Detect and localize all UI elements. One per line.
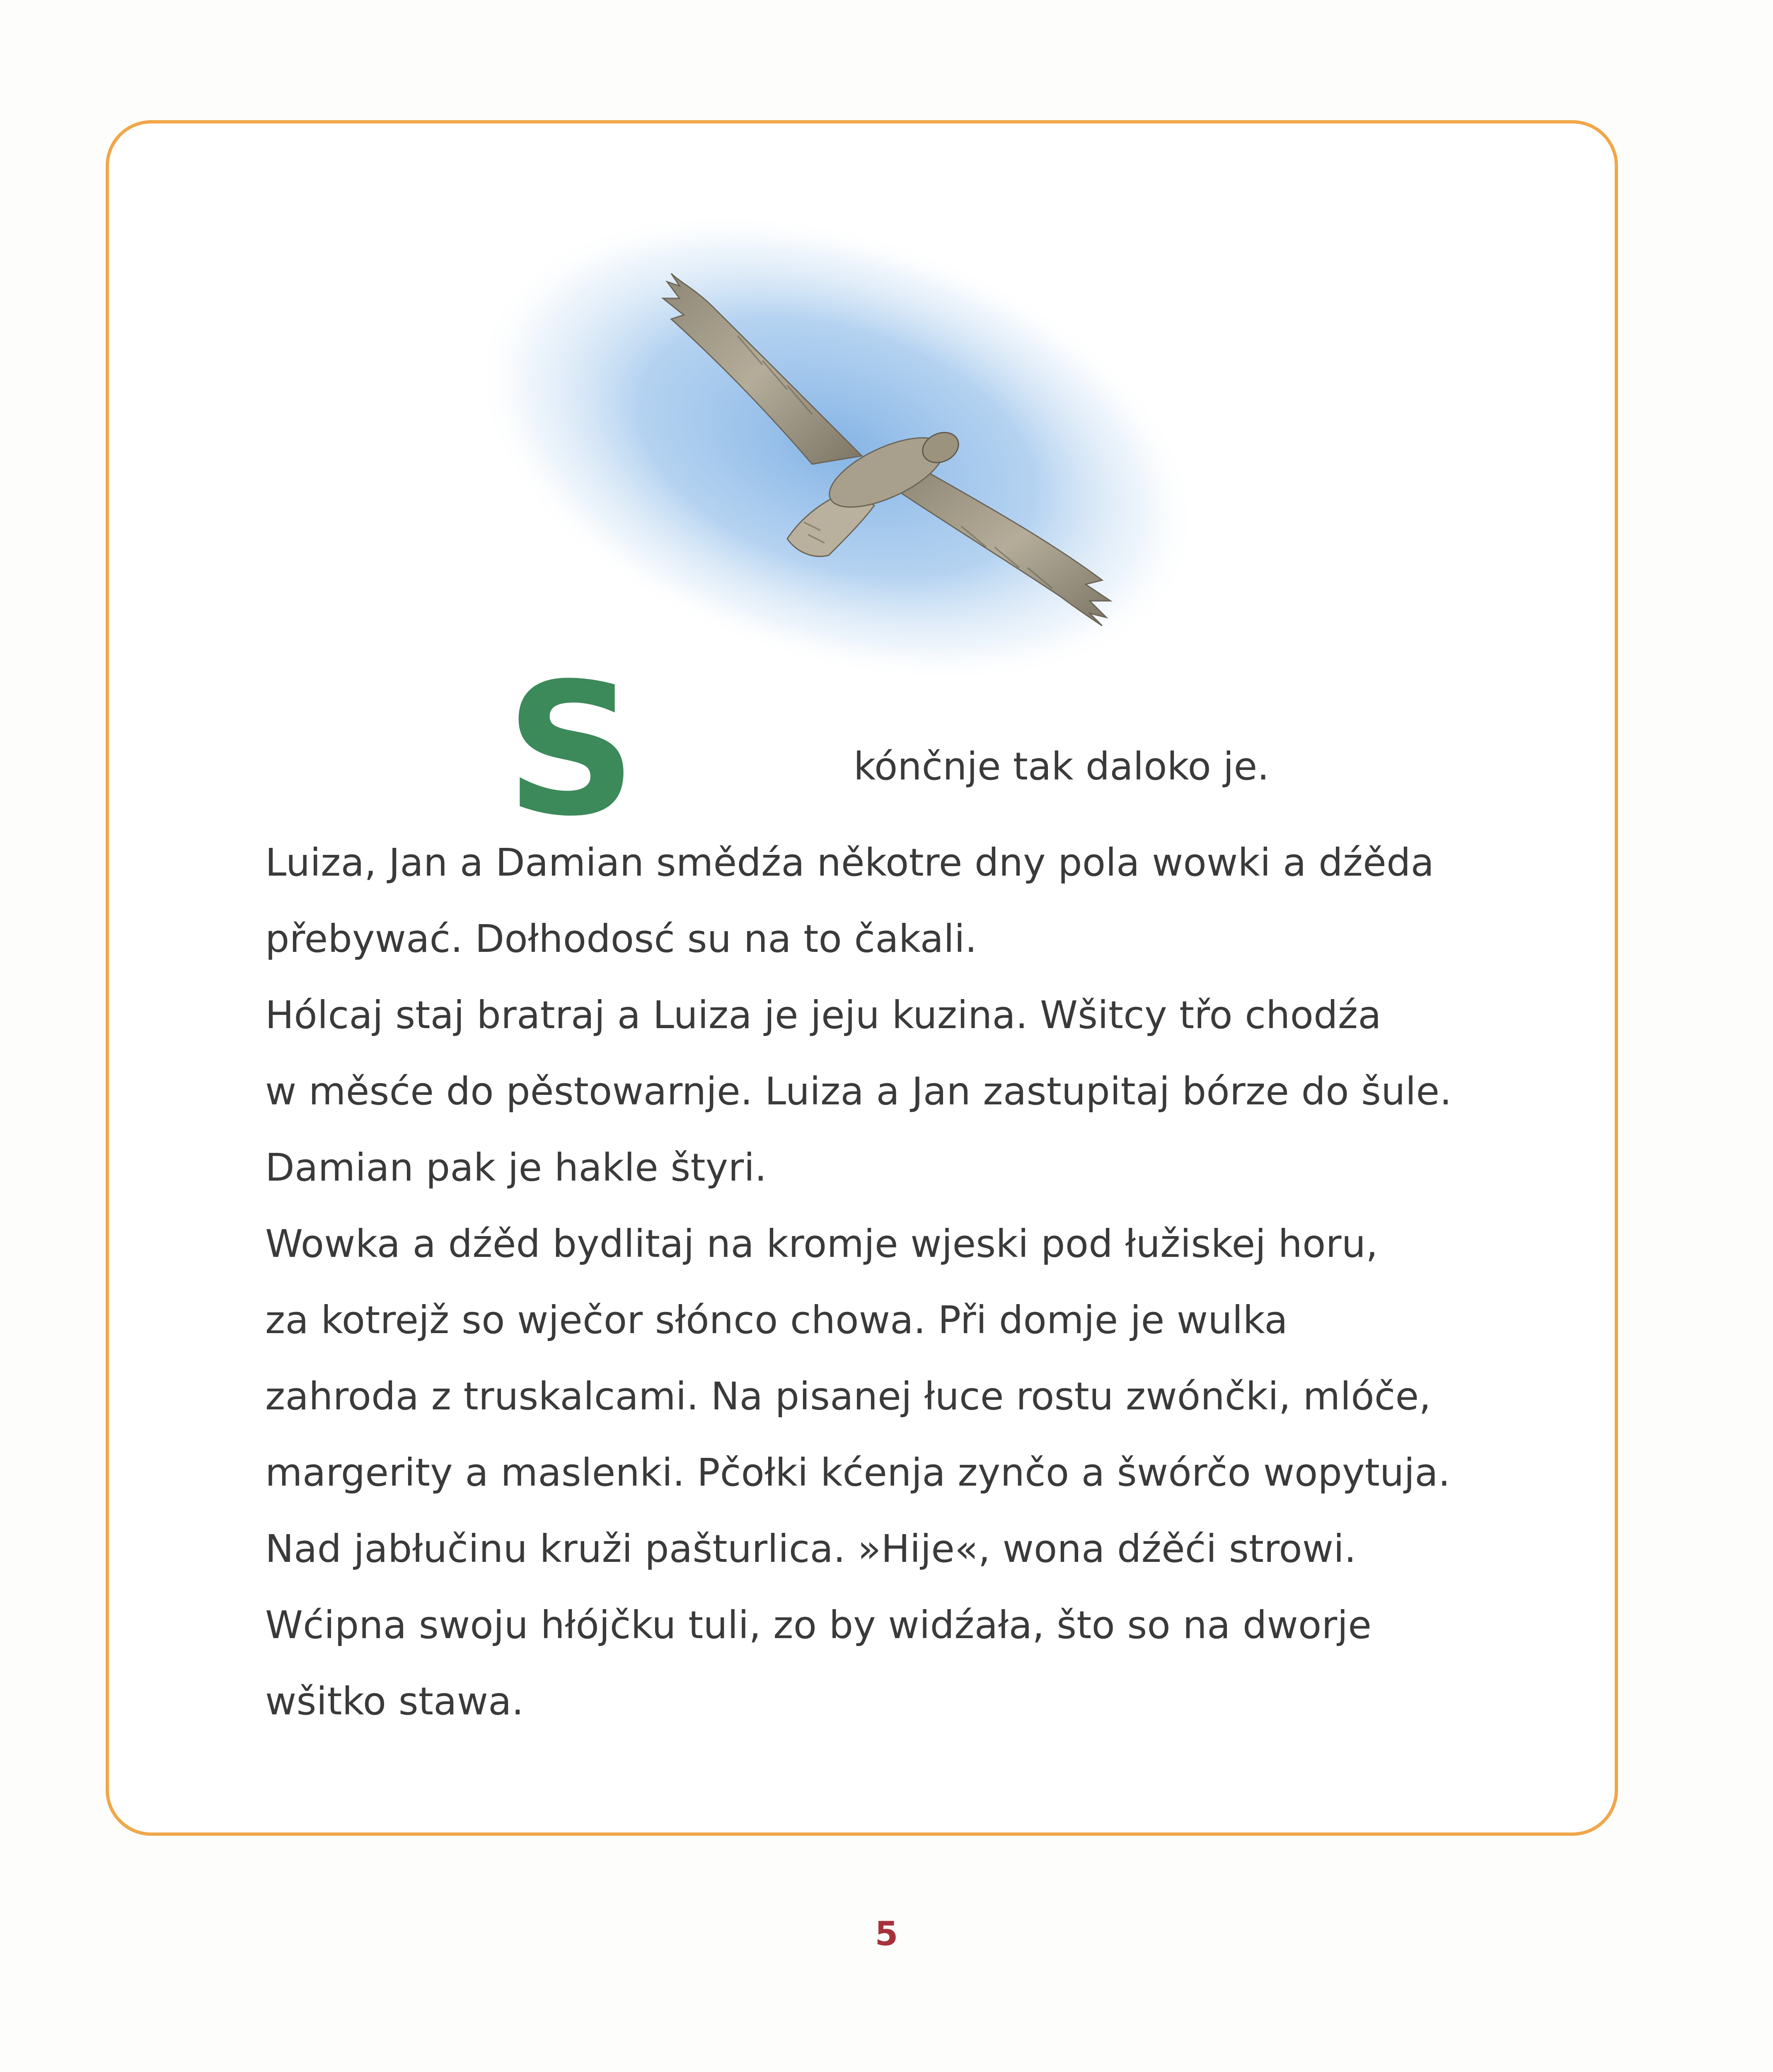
hawk-illustration bbox=[447, 199, 1226, 680]
text-line: Nad jabłučinu kruži pašturlica. »Hije«, wona dźěći strowi. bbox=[265, 1527, 1357, 1571]
text-line: w měsće do pěstowarnje. Luiza a Jan zastupitaj bórze do šule. bbox=[265, 1069, 1452, 1113]
text-line: za kotrejž so wječor słónco chowa. Při domje je wulka bbox=[265, 1298, 1288, 1342]
text-line: Wćipna swoju hłójčku tuli, zo by widźała, što so na dworje bbox=[265, 1603, 1372, 1647]
text-line: margerity a maslenki. Pčołki kćenja zynčo a šwórčo wopytuja. bbox=[265, 1450, 1451, 1495]
drop-cap: S bbox=[506, 644, 637, 856]
story-text bbox=[265, 825, 1591, 1740]
text-line: zahroda z truskalcami. Na pisanej łuce rostu zwónčki, mlóče, bbox=[265, 1374, 1431, 1418]
text-line: Hólcaj staj bratraj a Luiza je jeju kuzina. Wšitcy třo chodźa bbox=[265, 993, 1381, 1037]
text-line: wšitko stawa. bbox=[265, 1679, 524, 1723]
text-line: přebywać. Dołhodosć su na to čakali. bbox=[265, 917, 977, 961]
page-number: 5 bbox=[875, 1915, 898, 1953]
text-line: Wowka a dźěd bydlitaj na kromje wjeski pod łužiskej horu, bbox=[265, 1222, 1378, 1266]
text-line: Luiza, Jan a Damian smědźa někotre dny pola wowki a dźěda bbox=[265, 840, 1434, 885]
text-line: Damian pak je hakle štyri. bbox=[265, 1145, 767, 1190]
opening-text: kónčnje tak daloko je. bbox=[854, 744, 1270, 789]
opening-line bbox=[506, 644, 1334, 856]
